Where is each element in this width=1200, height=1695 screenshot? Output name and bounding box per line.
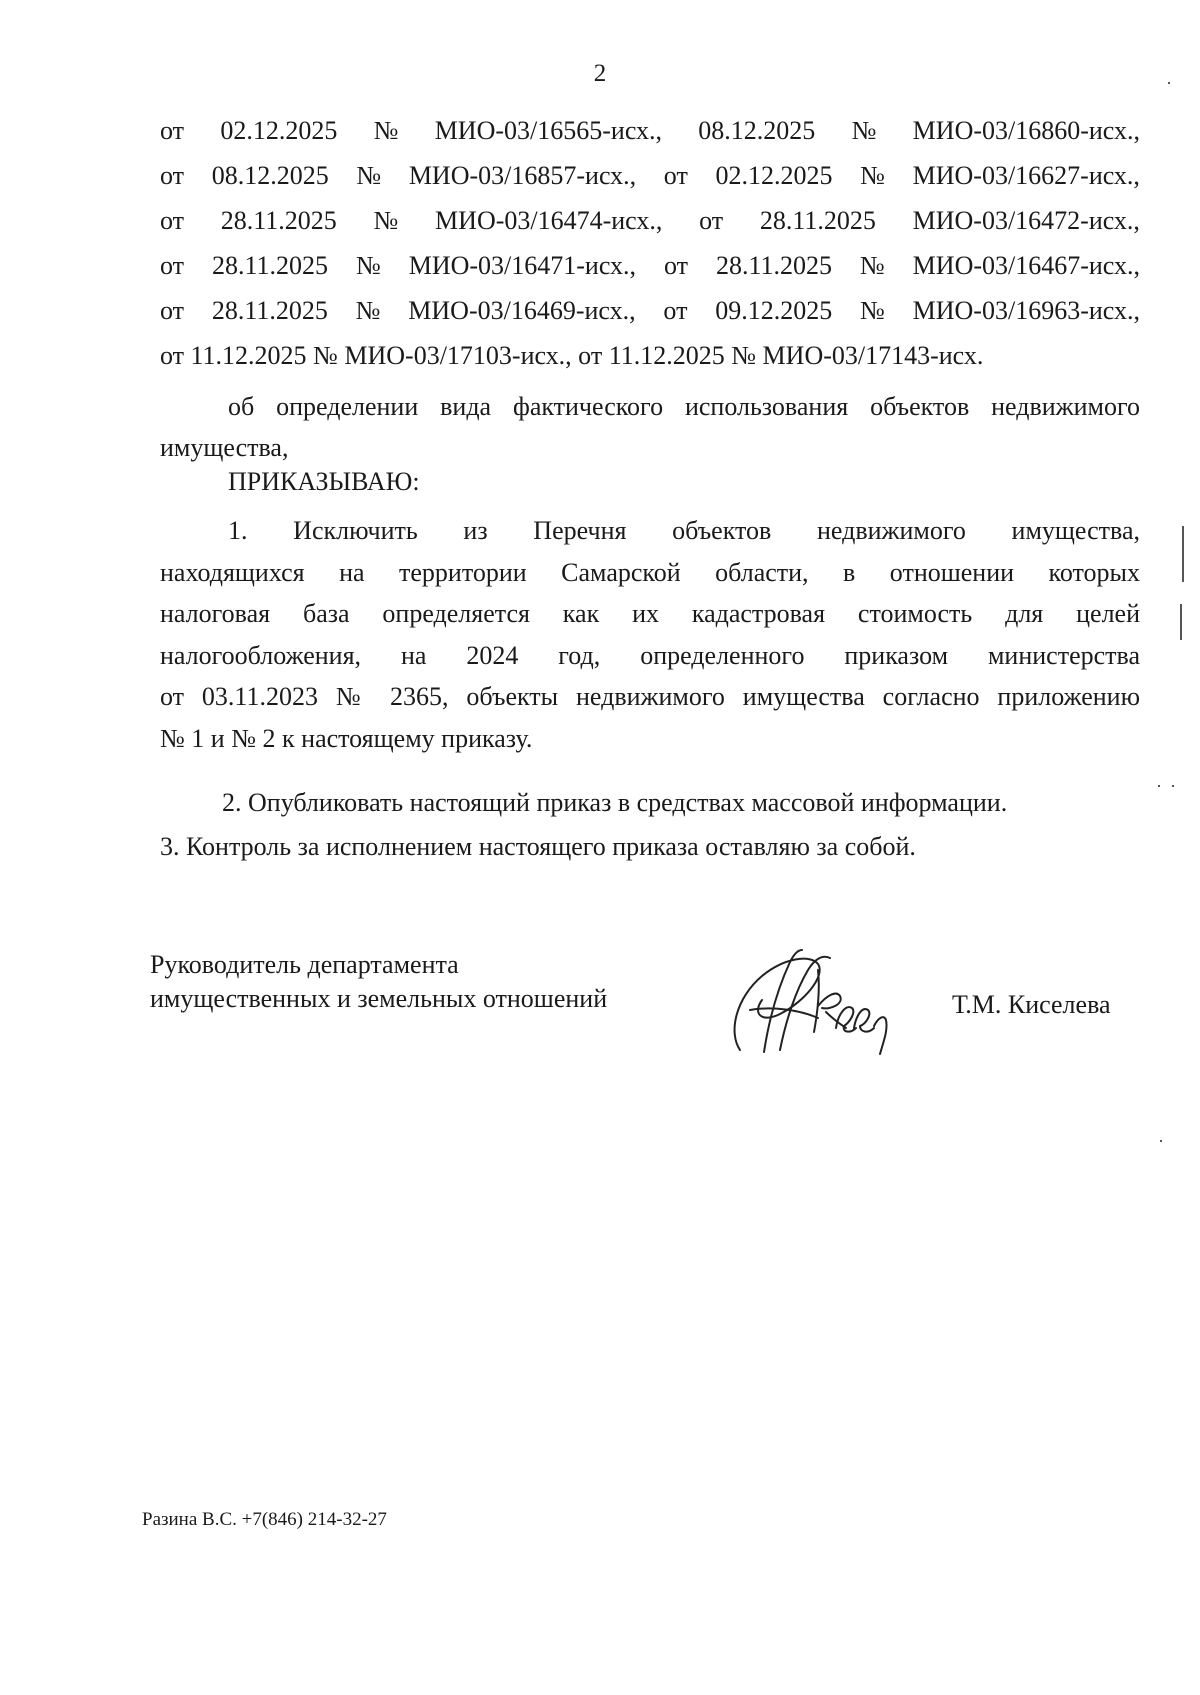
reference-list	[160, 108, 1140, 378]
signatory-position-line: имущественных и земельных отношений	[150, 984, 608, 1013]
scan-artifact-line	[1180, 604, 1182, 640]
order-item-3: 3. Контроль за исполнением настоящего приказа оставляю за собой.	[160, 832, 916, 861]
reference-line: от 02.12.2025 № МИО-03/16565-исх., 08.12.2025 № МИО-03/16860-исх.,	[160, 116, 1140, 145]
reference-line: от 08.12.2025 № МИО-03/16857-исх., от 02.12.2025 № МИО-03/16627-исх.,	[160, 161, 1140, 190]
reference-line: от 28.11.2025 № МИО-03/16469-исх., от 09.12.2025 № МИО-03/16963-исх.,	[160, 296, 1140, 325]
order-item-line: налоговая база определяется как их кадастровая стоимость для целей	[160, 599, 1140, 628]
preamble-paragraph	[160, 386, 1140, 468]
signatory-position-line: Руководитель департамента	[150, 950, 459, 979]
preamble-line: об определении вида фактического использования объектов недвижимого	[228, 392, 1140, 421]
executor-contact: Разина В.С. +7(846) 214-32-27	[142, 1509, 387, 1530]
reference-line: от 11.12.2025 № МИО-03/17103-исх., от 11.12.2025 № МИО-03/17143-исх.	[160, 341, 984, 370]
order-item-line: № 1 и № 2 к настоящему приказу.	[160, 723, 533, 753]
scan-artifact-dot	[1172, 785, 1174, 787]
order-item-line: 1. Исключить из Перечня объектов недвижимого имущества,	[228, 516, 1140, 545]
signatory-position	[150, 948, 607, 1016]
order-item-line: от 03.11.2023 № 2365, объекты недвижимого имущества согласно приложению	[160, 682, 1140, 711]
scan-artifact-dot	[1168, 82, 1170, 84]
signatory-name: Т.М. Киселева	[952, 990, 1111, 1019]
order-item-line: находящихся на территории Самарской области, в отношении которых	[160, 557, 1140, 587]
reference-line: от 28.11.2025 № МИО-03/16471-исх., от 28.11.2025 № МИО-03/16467-исх.,	[160, 251, 1140, 280]
scan-artifact-line	[1182, 526, 1184, 582]
handwritten-signature	[722, 940, 902, 1060]
order-item-2: 2. Опубликовать настоящий приказ в средствах массовой информации.	[222, 788, 1008, 817]
order-item-1	[160, 510, 1140, 759]
page-number: 2	[593, 60, 607, 87]
order-item-line: налогообложения, на 2024 год, определенного приказом министерства	[160, 640, 1140, 670]
order-heading: ПРИКАЗЫВАЮ:	[228, 467, 420, 496]
scan-artifact-dot	[1160, 1140, 1162, 1142]
scan-artifact-dot	[1158, 785, 1160, 787]
reference-line: от 28.11.2025 № МИО-03/16474-исх., от 28.11.2025 МИО-03/16472-исх.,	[160, 206, 1140, 235]
preamble-line: имущества,	[160, 433, 289, 462]
